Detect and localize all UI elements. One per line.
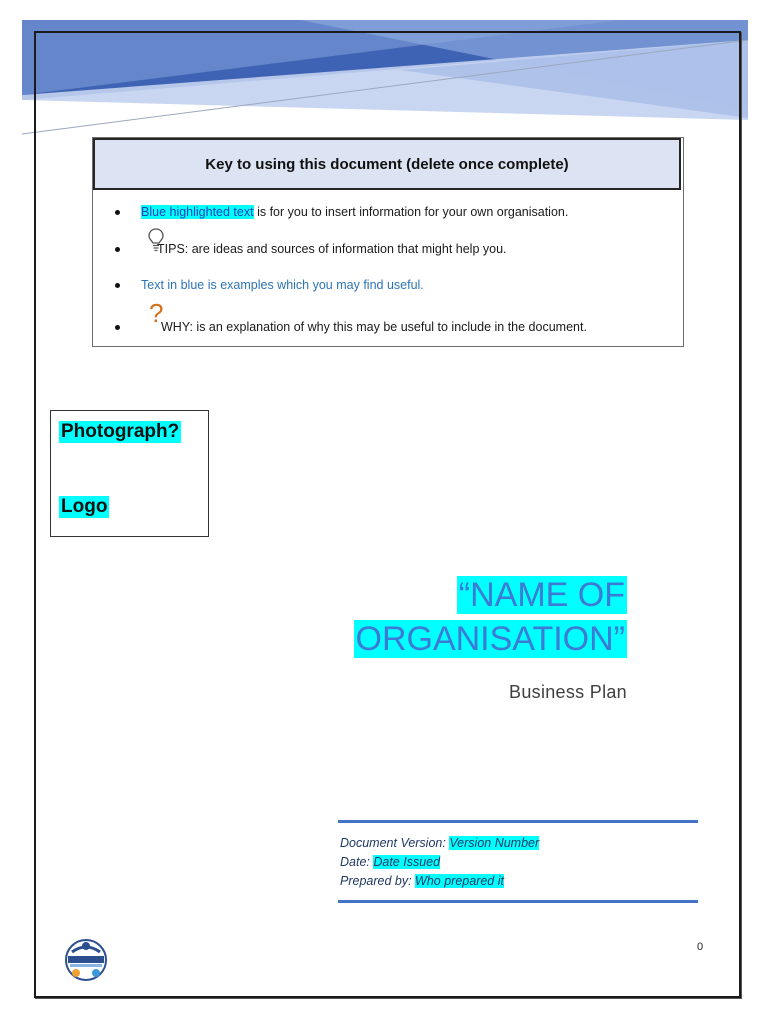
date-value[interactable]: Date Issued [373, 855, 441, 869]
key-item-text: TIPS: are ideas and sources of information that might help you. [157, 242, 507, 256]
key-item-examples [121, 278, 424, 292]
version-label: Document Version: [340, 836, 450, 850]
highlight-sample: Blue highlighted text [141, 205, 254, 219]
prepared-label: Prepared by: [340, 874, 416, 888]
key-item-text: WHY: is an explanation of why this may be useful to include in the document. [161, 320, 587, 334]
key-item-text: is for you to insert information for your own organisation. [253, 205, 569, 219]
photograph-label: Photograph? [61, 421, 180, 442]
date-line [340, 855, 440, 869]
page-number: 0 [697, 941, 704, 953]
key-item-tips [121, 242, 507, 256]
bullet [115, 247, 120, 252]
bullet [115, 210, 120, 215]
logo-label: Logo [61, 496, 108, 517]
version-line [340, 836, 539, 850]
social-enterprise-logo [62, 938, 110, 982]
prepared-line [340, 874, 504, 888]
top-rule [338, 820, 698, 823]
prepared-value[interactable]: Who prepared it [415, 874, 504, 888]
key-title: Key to using this document (delete once complete) [93, 138, 681, 190]
question-mark-icon: ? [149, 298, 164, 328]
document-subtitle: Business Plan [509, 682, 627, 702]
key-item-text: Text in blue is examples which you may find useful. [141, 278, 424, 292]
bullet [115, 325, 120, 330]
date-label: Date: [340, 855, 374, 869]
photo-logo-placeholder[interactable] [50, 410, 209, 537]
organisation-name[interactable] [354, 573, 628, 661]
title-line-2: ORGANISATION” [355, 620, 625, 658]
key-item-highlight [121, 205, 568, 219]
bottom-rule [338, 900, 698, 903]
key-item-why [121, 298, 587, 334]
key-box [92, 137, 684, 347]
title-line-1: “NAME OF [458, 576, 625, 614]
version-value[interactable]: Version Number [449, 836, 540, 850]
bullet [115, 283, 120, 288]
lightbulb-icon [147, 228, 165, 252]
